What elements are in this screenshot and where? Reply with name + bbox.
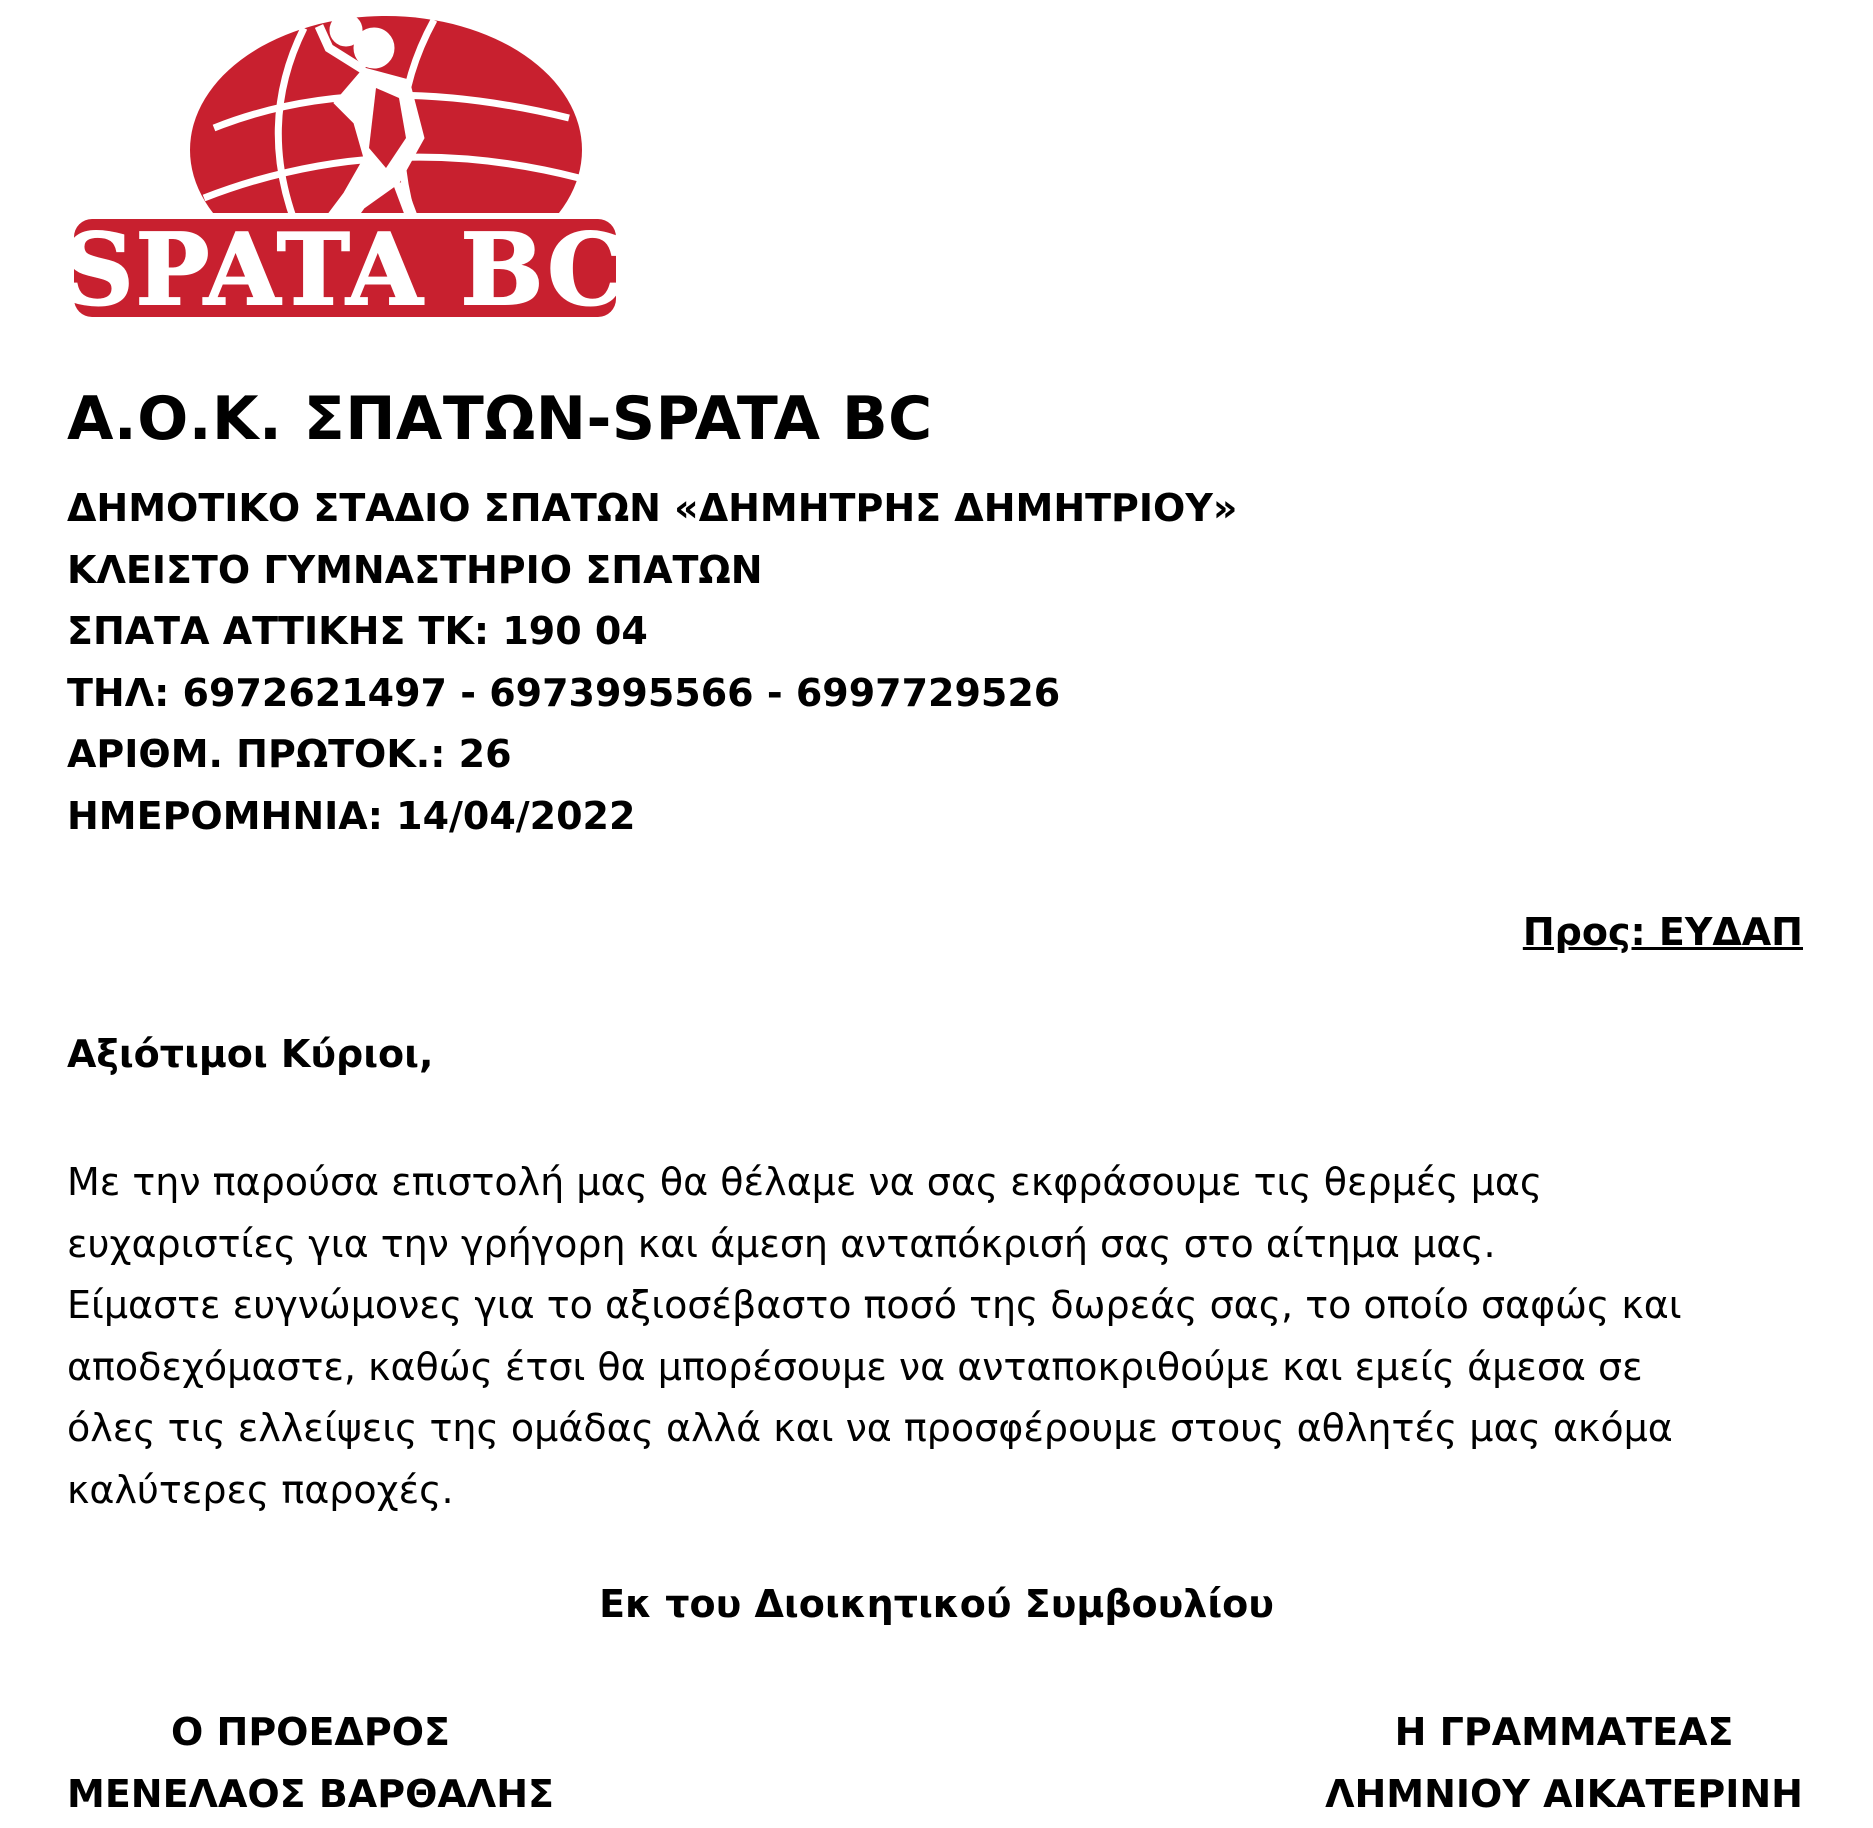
logo-text: SPATA BC (64, 213, 628, 328)
address-line: ΣΠΑΤΑ ΑΤΤΙΚΗΣ ΤΚ: 190 04 (67, 609, 648, 653)
president-name: ΜΕΝΕΛΑΟΣ ΒΑΡΘΑΛΗΣ (67, 1771, 554, 1816)
body-line: ευχαριστίες για την γρήγορη και άμεση ανταπόκρισή σας στο αίτημα μας. (67, 1221, 1496, 1266)
letter-body (67, 1152, 1857, 1521)
body-line: Είμαστε ευγνώμονες για το αξιοσέβαστο ποσό της δωρεάς σας, το οποίο σαφώς και (67, 1283, 1682, 1327)
recipient: Προς: ΕΥΔΑΠ (1522, 910, 1803, 954)
gym-line: ΚΛΕΙΣΤΟ ΓΥΜΝΑΣΤΗΡΙΟ ΣΠΑΤΩΝ (67, 547, 763, 592)
board-closing: Εκ του Διοικητικού Συμβουλίου (599, 1582, 1274, 1626)
salutation: Αξιότιμοι Κύριοι, (67, 1032, 434, 1076)
body-line: Με την παρούσα επιστολή μας θα θέλαμε να σας εκφράσουμε τις θερμές μας (67, 1160, 1543, 1204)
secretary-name: ΛΗΜΝΙΟΥ ΑΙΚΑΤΕΡΙΝΗ (1325, 1771, 1803, 1816)
body-line: αποδεχόμαστε, καθώς έτσι θα μπορέσουμε να ανταποκριθούμε και εμείς άμεσα σε (67, 1344, 1643, 1389)
body-line: όλες τις ελλείψεις της ομάδας αλλά και να προσφέρουμε στους αθλητές μας ακόμα (67, 1406, 1673, 1450)
letter-date: ΗΜΕΡΟΜΗΝΙΑ: 14/04/2022 (67, 793, 636, 838)
basketball-player-logo-icon (64, 8, 634, 328)
body-line: καλύτερες παροχές. (67, 1467, 454, 1512)
secretary-role: Η ΓΡΑΜΜΑΤΕΑΣ (1394, 1710, 1734, 1754)
club-logo (64, 8, 634, 328)
stadium-line: ΔΗΜΟΤΙΚΟ ΣΤΑΔΙΟ ΣΠΑΤΩΝ «ΔΗΜΗΤΡΗΣ ΔΗΜΗΤΡΙΟΥ» (67, 486, 1238, 530)
phone-line: ΤΗΛ: 6972621497 - 6973995566 - 6997729526 (67, 670, 1061, 715)
organization-info (67, 478, 1237, 847)
president-signature-block (67, 1702, 554, 1825)
organization-title: Α.Ο.Κ. ΣΠΑΤΩΝ-SPATA BC (67, 384, 933, 454)
president-role: Ο ΠΡΟΕΔΡΟΣ (170, 1710, 450, 1754)
secretary-signature-block (1325, 1702, 1803, 1825)
protocol-number: ΑΡΙΘΜ. ΠΡΩΤΟΚ.: 26 (67, 732, 512, 776)
